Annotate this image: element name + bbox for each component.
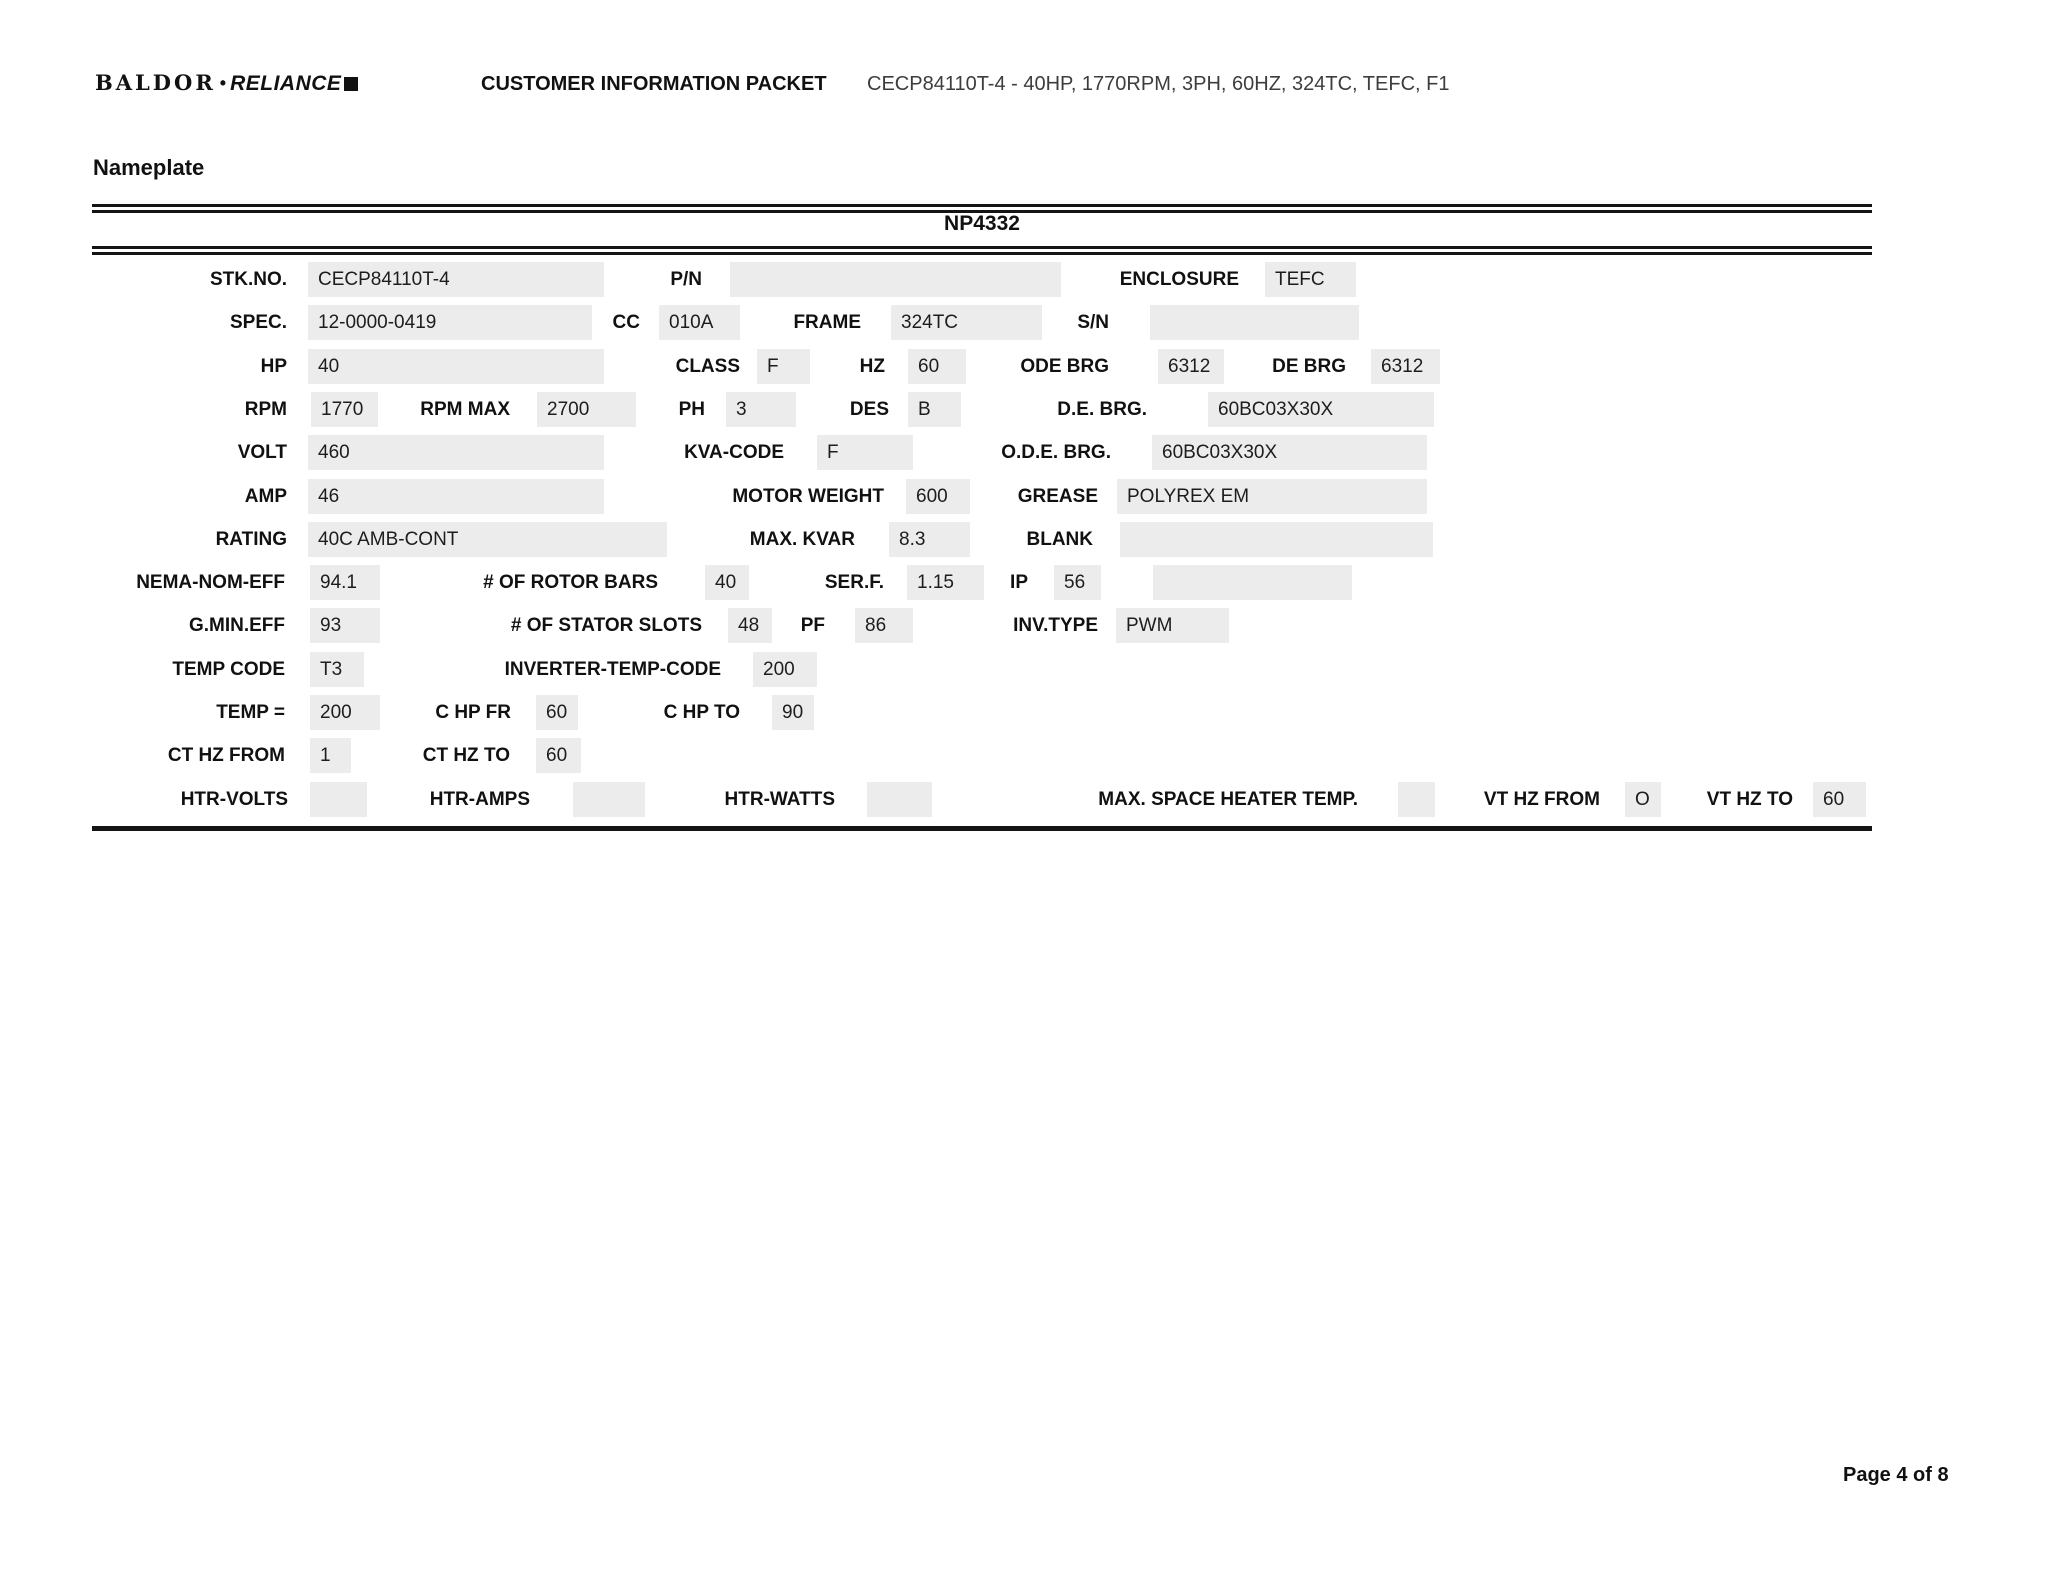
inverter-temp-code-label: INVERTER-TEMP-CODE	[504, 659, 721, 680]
htr-amps-label: HTR-AMPS	[429, 789, 530, 810]
motor-weight-value-box: 600	[906, 479, 970, 514]
kva-code-value-box: F	[817, 435, 913, 470]
class-label: CLASS	[675, 356, 740, 377]
ser-f-label: SER.F.	[824, 572, 884, 593]
d-e-brg-value-box: 60BC03X30X	[1208, 392, 1434, 427]
volt-value-box: 460	[308, 435, 604, 470]
nameplate-table-title: NP4332	[944, 212, 1020, 235]
c-hp-to-label: C HP TO	[663, 702, 740, 723]
p-n-label: P/N	[670, 269, 702, 290]
s-n-label: S/N	[1077, 312, 1109, 333]
vt-hz-from-value-box: O	[1625, 782, 1661, 817]
ip-value-box: 56	[1054, 565, 1101, 600]
document-subtitle: CECP84110T-4 - 40HP, 1770RPM, 3PH, 60HZ, 324TC, TEFC, F1	[867, 73, 1450, 95]
ode-brg-label: ODE BRG	[1020, 356, 1109, 377]
ct-hz-to-label: CT HZ TO	[422, 745, 510, 766]
frame-value-box: 324TC	[891, 305, 1042, 340]
document-title: CUSTOMER INFORMATION PACKET	[481, 73, 827, 95]
rpm-max-label: RPM MAX	[420, 399, 510, 420]
htr-watts-label: HTR-WATTS	[724, 789, 835, 810]
logo-dot-icon: •	[219, 73, 227, 93]
cc-value-box: 010A	[659, 305, 740, 340]
pf-label: PF	[800, 615, 825, 636]
amp-value-box: 46	[308, 479, 604, 514]
section-heading: Nameplate	[93, 155, 205, 180]
inverter-temp-code-value-box: 200	[753, 652, 817, 687]
rating-value-box: 40C AMB-CONT	[308, 522, 667, 557]
rpm-label: RPM	[244, 399, 287, 420]
vt-hz-to-label: VT HZ TO	[1706, 789, 1793, 810]
blank-value-box	[1120, 522, 1433, 557]
de-brg-value-box: 6312	[1371, 349, 1440, 384]
hz-label: HZ	[859, 356, 885, 377]
g-min-eff-value-box: 93	[310, 608, 380, 643]
rating-label: RATING	[215, 529, 287, 550]
grease-value-box: POLYREX EM	[1117, 479, 1427, 514]
amp-label: AMP	[244, 486, 287, 507]
de-brg-label: DE BRG	[1272, 356, 1346, 377]
table-header-rule	[92, 246, 1872, 255]
c-hp-fr-value-box: 60	[536, 695, 578, 730]
motor-weight-label: MOTOR WEIGHT	[732, 486, 884, 507]
nema-nom-eff-value-box: 94.1	[310, 565, 380, 600]
c-hp-to-value-box: 90	[772, 695, 814, 730]
inv-type-value-box: PWM	[1116, 608, 1229, 643]
stk-no-value-box: CECP84110T-4	[308, 262, 604, 297]
vt-hz-from-label: VT HZ FROM	[1483, 789, 1600, 810]
blank-value-box	[1153, 565, 1352, 600]
d-e-brg-label: D.E. BRG.	[1057, 399, 1147, 420]
ode-brg-value-box: 6312	[1158, 349, 1224, 384]
s-n-value-box	[1150, 305, 1359, 340]
htr-watts-value-box	[867, 782, 932, 817]
class-value-box: F	[757, 349, 810, 384]
temp-code-value-box: T3	[310, 652, 364, 687]
enclosure-value-box: TEFC	[1265, 262, 1356, 297]
rpm-max-value-box: 2700	[537, 392, 636, 427]
ct-hz-from-value-box: 1	[310, 738, 351, 773]
ph-value-box: 3	[726, 392, 796, 427]
c-hp-fr-label: C HP FR	[435, 702, 511, 723]
logo-reliance-text: RELIANCE	[230, 72, 342, 95]
spec-value-box: 12-0000-0419	[308, 305, 592, 340]
ct-hz-to-value-box: 60	[536, 738, 581, 773]
des-label: DES	[849, 399, 889, 420]
des-value-box: B	[908, 392, 961, 427]
max-space-heater-temp-label: MAX. SPACE HEATER TEMP.	[1098, 789, 1358, 810]
vt-hz-to-value-box: 60	[1813, 782, 1866, 817]
hp-value-box: 40	[308, 349, 604, 384]
logo-mark-icon	[344, 77, 358, 91]
pf-value-box: 86	[855, 608, 913, 643]
stk-no-label: STK.NO.	[209, 269, 287, 290]
grease-label: GREASE	[1017, 486, 1098, 507]
frame-label: FRAME	[793, 312, 861, 333]
htr-volts-label: HTR-VOLTS	[180, 789, 288, 810]
nema-nom-eff-label: NEMA-NOM-EFF	[136, 572, 285, 593]
of-rotor-bars-label: # OF ROTOR BARS	[483, 572, 658, 593]
blank-label: BLANK	[1026, 529, 1093, 550]
hp-label: HP	[260, 356, 287, 377]
of-rotor-bars-value-box: 40	[705, 565, 749, 600]
temp-value-box: 200	[310, 695, 380, 730]
logo-baldor-text: BALDOR	[95, 70, 216, 95]
g-min-eff-label: G.MIN.EFF	[188, 615, 285, 636]
rpm-value-box: 1770	[311, 392, 378, 427]
ct-hz-from-label: CT HZ FROM	[167, 745, 285, 766]
max-kvar-label: MAX. KVAR	[749, 529, 855, 550]
table-bottom-rule	[92, 826, 1872, 831]
ser-f-value-box: 1.15	[907, 565, 984, 600]
ph-label: PH	[678, 399, 705, 420]
temp-code-label: TEMP CODE	[172, 659, 285, 680]
page-indicator: Page 4 of 8	[1843, 1464, 1949, 1486]
o-d-e-brg-value-box: 60BC03X30X	[1152, 435, 1427, 470]
ip-label: IP	[1010, 572, 1028, 593]
hz-value-box: 60	[908, 349, 966, 384]
volt-label: VOLT	[237, 442, 287, 463]
spec-label: SPEC.	[229, 312, 287, 333]
cc-label: CC	[612, 312, 640, 333]
kva-code-label: KVA-CODE	[684, 442, 784, 463]
baldor-reliance-logo	[95, 70, 358, 96]
of-stator-slots-label: # OF STATOR SLOTS	[510, 615, 702, 636]
o-d-e-brg-label: O.D.E. BRG.	[1001, 442, 1111, 463]
of-stator-slots-value-box: 48	[728, 608, 772, 643]
inv-type-label: INV.TYPE	[1013, 615, 1098, 636]
temp-label: TEMP =	[216, 702, 285, 723]
enclosure-label: ENCLOSURE	[1119, 269, 1239, 290]
max-kvar-value-box: 8.3	[889, 522, 970, 557]
